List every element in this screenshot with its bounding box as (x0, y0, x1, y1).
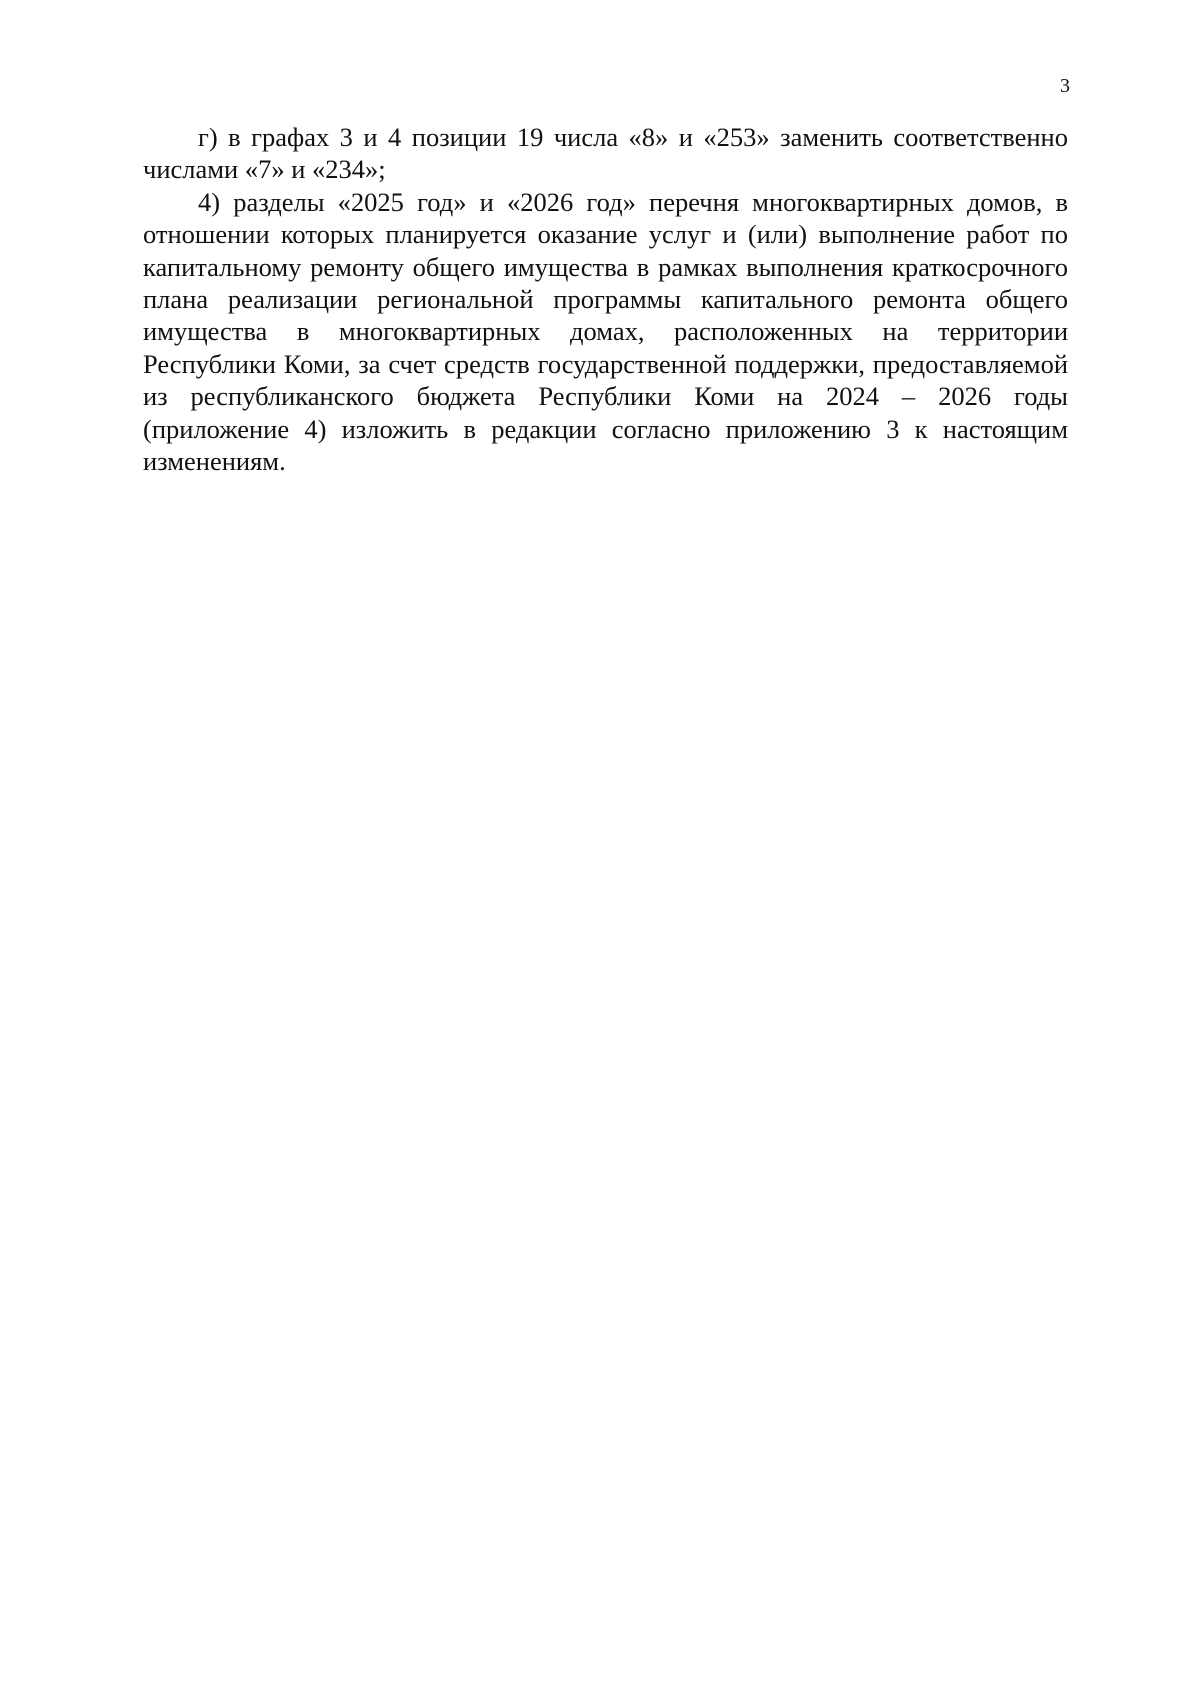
document-body (143, 121, 1068, 477)
page-number: 3 (1060, 75, 1070, 97)
paragraph-item-g: г) в графах 3 и 4 позиции 19 числа «8» и «253» заменить соответственно числами «7» и «234»; (143, 122, 1068, 185)
paragraph-item-4: 4) разделы «2025 год» и «2026 год» перечня многоквартирных домов, в отношении которых планируется оказание услуг и (или) выполнение работ по капитальному ремонту общего имущества в рамках выполнения краткосрочного плана реализации региональной программы капитального ремонта общего имущества в многоквартирных домах, расположенных на территории Республики Коми, за счет средств государственной поддержки, предоставляемой из республиканского бюджета Республики Коми на 2024 – 2026 годы (приложение 4) изложить в редакции согласно приложению 3 к настоящим изменениям. (143, 186, 1068, 477)
